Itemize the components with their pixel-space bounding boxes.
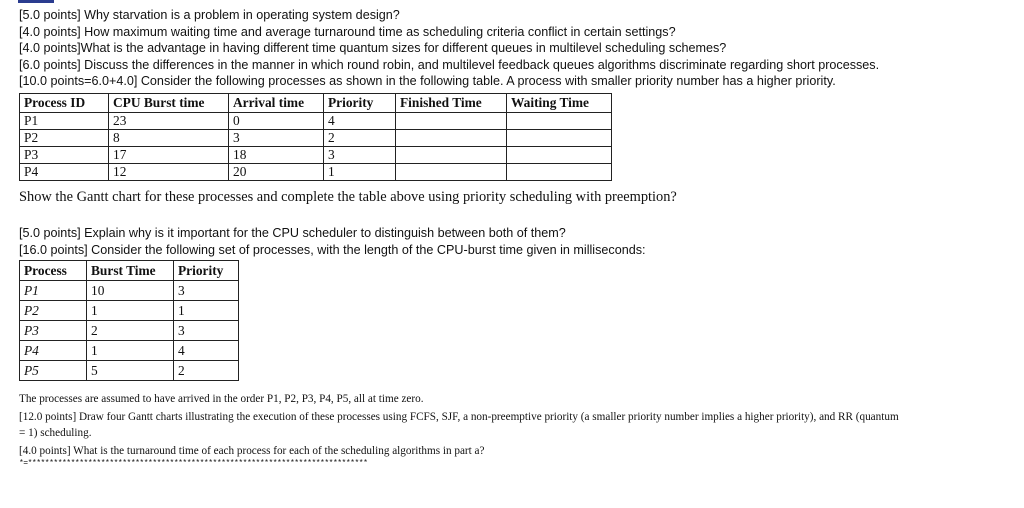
cell: 17: [109, 147, 229, 164]
cell: 23: [109, 113, 229, 130]
table-row: [20, 281, 239, 301]
cell: 8: [109, 130, 229, 147]
cell: 2: [174, 361, 239, 381]
table-row: [20, 321, 239, 341]
cell: P5: [20, 361, 87, 381]
cell: P4: [20, 164, 109, 181]
cell: 18: [229, 147, 324, 164]
cell: 3: [229, 130, 324, 147]
cell: [396, 147, 507, 164]
cell: [396, 113, 507, 130]
col-process-id: Process ID: [20, 94, 109, 113]
question-round-robin-mlfq: [6.0 points] Discuss the differences in the manner in which round robin, and multilevel feedback queues algorithms discriminate regarding short processes.: [19, 58, 880, 72]
question-time-quantum: [4.0 points]What is the advantage in having different time quantum sizes for different queues in multilevel scheduling schemes?: [19, 41, 727, 55]
cell: P1: [20, 281, 87, 301]
cell: [507, 113, 612, 130]
cell: P1: [20, 113, 109, 130]
question-gantt-charts: [12.0 points] Draw four Gantt charts illustrating the execution of these processes using FCFS, SJF, a non-preemptive priority (a smaller priority number implies a higher priority), and RR (quantum: [19, 411, 899, 423]
cell: [507, 164, 612, 181]
gantt-instruction: Show the Gantt chart for these processes and complete the table above using priority scheduling with preemption?: [19, 189, 677, 205]
cell: 3: [174, 281, 239, 301]
cell: [507, 147, 612, 164]
cell: 5: [87, 361, 174, 381]
cell: 0: [229, 113, 324, 130]
table-row: [20, 301, 239, 321]
question-process-set-intro: [16.0 points] Consider the following set of processes, with the length of the CPU-burst time given in milliseconds:: [19, 243, 646, 257]
question-starvation: [5.0 points] Why starvation is a problem in operating system design?: [19, 8, 400, 22]
question-turnaround: [4.0 points] What is the turnaround time of each process for each of the scheduling algorithms in part a?: [19, 445, 485, 457]
cell: P3: [20, 147, 109, 164]
col-priority: Priority: [174, 261, 239, 281]
cell: 1: [87, 301, 174, 321]
process-table-burst: [19, 260, 239, 381]
table-row: [20, 164, 612, 181]
table-row: [20, 361, 239, 381]
cell: 1: [174, 301, 239, 321]
col-priority: Priority: [324, 94, 396, 113]
cell: [507, 130, 612, 147]
cell: 1: [87, 341, 174, 361]
cell: P2: [20, 301, 87, 321]
cell: 4: [324, 113, 396, 130]
cell: 3: [324, 147, 396, 164]
table-row: [20, 113, 612, 130]
cell: 12: [109, 164, 229, 181]
col-finished: Finished Time: [396, 94, 507, 113]
cell: P2: [20, 130, 109, 147]
col-cpu-burst: CPU Burst time: [109, 94, 229, 113]
cell: P4: [20, 341, 87, 361]
col-burst-time: Burst Time: [87, 261, 174, 281]
cell: P3: [20, 321, 87, 341]
cell: 4: [174, 341, 239, 361]
cell: 2: [324, 130, 396, 147]
question-priority-table-intro: [10.0 points=6.0+4.0] Consider the following processes as shown in the following table. A process with smaller priority number has a higher priority.: [19, 74, 836, 88]
cell: 10: [87, 281, 174, 301]
cell: [396, 164, 507, 181]
table-row: [20, 147, 612, 164]
cell: 1: [324, 164, 396, 181]
cell: [396, 130, 507, 147]
table-header-row: [20, 94, 612, 113]
separator-stars: *=*******************************************************************************: [19, 459, 368, 468]
arrival-note: The processes are assumed to have arrived in the order P1, P2, P3, P4, P5, all at time zero.: [19, 393, 424, 405]
col-process: Process: [20, 261, 87, 281]
table-header-row: [20, 261, 239, 281]
col-waiting: Waiting Time: [507, 94, 612, 113]
table-row: [20, 130, 612, 147]
question-waiting-turnaround: [4.0 points] How maximum waiting time and average turnaround time as scheduling criteria conflict in certain settings?: [19, 25, 676, 39]
top-accent-bar: [18, 0, 54, 3]
cell: 20: [229, 164, 324, 181]
cell: 3: [174, 321, 239, 341]
question-cpu-scheduler: [5.0 points] Explain why is it important for the CPU scheduler to distinguish between both of them?: [19, 226, 566, 240]
col-arrival: Arrival time: [229, 94, 324, 113]
process-table-priority: [19, 93, 612, 181]
cell: 2: [87, 321, 174, 341]
question-gantt-charts-cont: = 1) scheduling.: [19, 427, 92, 439]
table-row: [20, 341, 239, 361]
